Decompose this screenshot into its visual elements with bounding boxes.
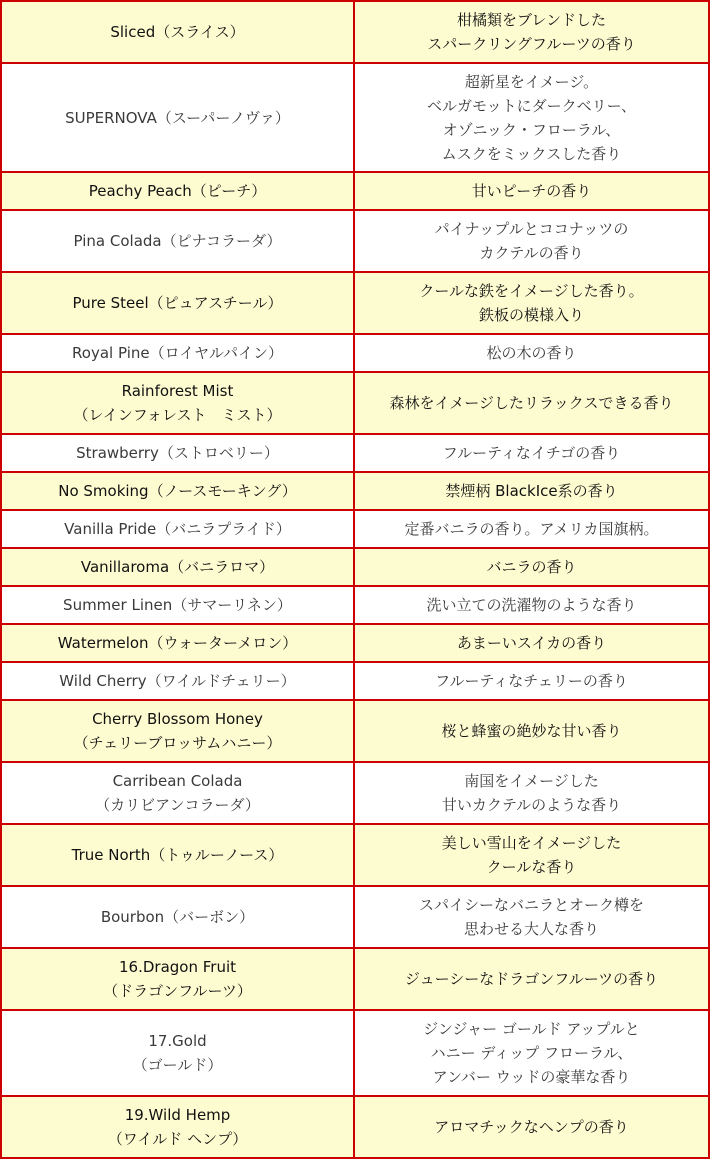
product-name-cell: [1, 472, 354, 510]
description-line: あまーいスイカの香り: [456, 634, 607, 652]
description-line: スパークリングフルーツの香り: [427, 35, 636, 53]
description-line: 森林をイメージしたリラックスできる香り: [389, 394, 674, 412]
description-line: クールな香り: [486, 858, 577, 876]
description-line: 鉄板の模様入り: [478, 306, 584, 324]
description-line: ハニー ディップ フローラル、: [430, 1044, 633, 1062]
description-line: 美しい雪山をイメージした: [441, 834, 622, 852]
description-cell: [354, 434, 709, 472]
table-row: [1, 662, 709, 700]
table-row: [1, 272, 709, 334]
product-name-line: 16.Dragon Fruit: [119, 958, 236, 976]
description-cell: [354, 1, 709, 63]
description-line: 柑橘類をブレンドした: [456, 11, 607, 29]
description-line: 禁煙柄 BlackIce系の香り: [445, 482, 618, 500]
product-name-line: （レインフォレスト ミスト）: [73, 406, 282, 424]
product-name-line: （ワイルド ヘンプ）: [107, 1130, 248, 1148]
product-name-line: SUPERNOVA（スーパーノヴァ）: [65, 108, 290, 127]
description-cell: [354, 586, 709, 624]
description-cell: [354, 700, 709, 762]
description-cell: [354, 1010, 709, 1096]
description-cell: [354, 948, 709, 1010]
table-row: [1, 948, 709, 1010]
product-name-line: Peachy Peach（ピーチ）: [88, 182, 267, 200]
description-line: オゾニック・フローラル、: [442, 120, 621, 139]
product-name-cell: [1, 886, 354, 948]
table-row: [1, 334, 709, 372]
product-name-line: Sliced（スライス）: [110, 23, 245, 41]
product-name-line: Wild Cherry（ワイルドチェリー）: [59, 672, 296, 690]
product-name-line: 19.Wild Hemp: [124, 1106, 231, 1124]
description-cell: [354, 762, 709, 824]
product-name-line: Royal Pine（ロイヤルパイン）: [72, 344, 283, 362]
product-name-cell: [1, 586, 354, 624]
product-name-line: Pure Steel（ピュアスチール）: [72, 294, 283, 312]
product-name-cell: [1, 172, 354, 210]
product-name-cell: [1, 824, 354, 886]
product-name-cell: [1, 624, 354, 662]
table-row: [1, 700, 709, 762]
product-name-line: （カリビアンコラーダ）: [95, 796, 260, 814]
description-cell: [354, 624, 709, 662]
product-name-line: 17.Gold: [148, 1032, 207, 1050]
product-name-cell: [1, 1096, 354, 1158]
description-cell: [354, 210, 709, 272]
product-name-cell: [1, 662, 354, 700]
product-name-cell: [1, 63, 354, 172]
description-line: 甘いカクテルのような香り: [441, 796, 622, 814]
description-cell: [354, 63, 709, 172]
description-line: バニラの香り: [486, 558, 577, 576]
description-cell: [354, 1096, 709, 1158]
table-row: [1, 434, 709, 472]
description-line: ベルガモットにダークベリー、: [427, 96, 636, 115]
product-name-line: Carribean Colada: [112, 772, 243, 790]
table-row: [1, 63, 709, 172]
description-line: アンバー ウッドの豪華な香り: [432, 1068, 631, 1086]
description-line: 洗い立ての洗濯物のような香り: [426, 596, 637, 614]
table-row: [1, 586, 709, 624]
table-row: [1, 472, 709, 510]
description-line: フルーティなイチゴの香り: [442, 444, 621, 462]
description-cell: [354, 886, 709, 948]
table-row: [1, 624, 709, 662]
product-name-cell: [1, 434, 354, 472]
description-line: ジンジャー ゴールド アップルと: [423, 1020, 640, 1038]
description-cell: [354, 272, 709, 334]
product-name-line: Strawberry（ストロベリー）: [76, 444, 279, 462]
description-cell: [354, 172, 709, 210]
description-cell: [354, 662, 709, 700]
description-cell: [354, 334, 709, 372]
description-cell: [354, 548, 709, 586]
description-line: アロマチックなヘンプの香り: [434, 1118, 629, 1136]
product-name-cell: [1, 1010, 354, 1096]
description-line: スパイシーなバニラとオーク樽を: [418, 896, 644, 914]
product-name-line: Watermelon（ウォーターメロン）: [57, 634, 298, 652]
product-name-line: Vanillaroma（バニラロマ）: [80, 558, 275, 576]
table-row: [1, 548, 709, 586]
description-line: 思わせる大人な香り: [463, 920, 599, 938]
product-name-line: Bourbon（バーボン）: [100, 908, 255, 926]
product-name-cell: [1, 372, 354, 434]
product-name-line: No Smoking（ノースモーキング）: [58, 482, 297, 500]
description-line: 超新星をイメージ。: [464, 72, 599, 91]
description-line: 南国をイメージした: [464, 772, 599, 790]
description-line: カクテルの香り: [479, 244, 584, 262]
product-name-line: Cherry Blossom Honey: [92, 710, 263, 728]
table-row: [1, 1096, 709, 1158]
product-name-cell: [1, 948, 354, 1010]
product-name-line: Rainforest Mist: [121, 382, 234, 400]
description-line: 松の木の香り: [486, 344, 577, 362]
product-name-cell: [1, 334, 354, 372]
table-row: [1, 210, 709, 272]
description-cell: [354, 372, 709, 434]
description-line: ムスクをミックスした香り: [441, 144, 622, 163]
product-name-line: Vanilla Pride（バニラプライド）: [64, 520, 291, 538]
description-line: 甘いピーチの香り: [471, 182, 592, 200]
table-row: [1, 886, 709, 948]
product-name-line: Pina Colada（ピナコラーダ）: [73, 232, 282, 250]
table-row: [1, 824, 709, 886]
product-name-line: （ゴールド）: [132, 1056, 223, 1074]
product-name-cell: [1, 210, 354, 272]
description-line: パイナップルとココナッツの: [434, 220, 629, 238]
product-name-cell: [1, 272, 354, 334]
product-name-cell: [1, 1, 354, 63]
table-row: [1, 762, 709, 824]
product-name-cell: [1, 700, 354, 762]
description-line: ジューシーなドラゴンフルーツの香り: [404, 970, 659, 988]
table-row: [1, 372, 709, 434]
description-line: 桜と蜂蜜の絶妙な甘い香り: [441, 722, 622, 740]
product-name-line: Summer Linen（サマーリネン）: [63, 596, 292, 614]
product-name-line: （チェリーブロッサムハニー）: [73, 734, 282, 752]
description-line: 定番バニラの香り。アメリカ国旗柄。: [404, 520, 659, 538]
description-line: クールな鉄をイメージした香り。: [419, 282, 644, 300]
scent-table-body: [1, 1, 709, 1158]
table-row: [1, 1010, 709, 1096]
product-name-line: （ドラゴンフルーツ）: [103, 982, 252, 1000]
description-cell: [354, 824, 709, 886]
table-row: [1, 1, 709, 63]
table-row: [1, 172, 709, 210]
description-cell: [354, 510, 709, 548]
product-name-cell: [1, 548, 354, 586]
description-cell: [354, 472, 709, 510]
product-name-cell: [1, 510, 354, 548]
product-name-cell: [1, 762, 354, 824]
description-line: フルーティなチェリーの香り: [435, 672, 628, 690]
product-name-line: True North（トゥルーノース）: [71, 846, 284, 864]
table-row: [1, 510, 709, 548]
